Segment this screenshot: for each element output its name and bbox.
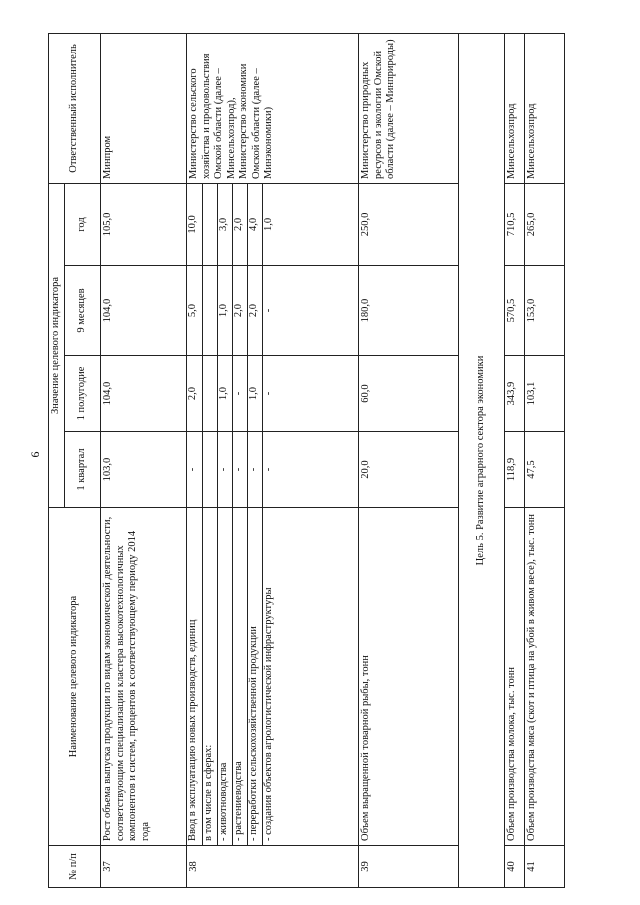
- page-number: 9: [28, 451, 43, 458]
- value-year: 2,0: [233, 183, 248, 265]
- value-year: 105,0: [101, 183, 187, 265]
- value-q1: -: [248, 432, 263, 508]
- value-m9: 2,0: [248, 266, 263, 356]
- row-number: 39: [359, 846, 459, 888]
- value-h1: [203, 356, 218, 432]
- value-h1: 60,0: [359, 356, 459, 432]
- responsible: Минпром: [101, 33, 187, 183]
- value-m9: 153,0: [525, 266, 565, 356]
- value-year: 1,0: [263, 183, 359, 265]
- responsible: Минсельхозпрод: [505, 33, 525, 183]
- responsible: Минсельхозпрод: [525, 33, 565, 183]
- indicator-name: в том числе в сферах:: [203, 508, 218, 846]
- value-m9: [203, 266, 218, 356]
- header-row-1: [49, 33, 65, 887]
- value-year: 10,0: [187, 183, 203, 265]
- value-h1: -: [263, 356, 359, 432]
- table-row: [359, 33, 459, 887]
- value-m9: 104,0: [101, 266, 187, 356]
- table-row: [101, 33, 187, 887]
- header-q1: 1 квартал: [65, 432, 101, 508]
- header-responsible: Ответственный исполнитель: [49, 33, 101, 183]
- value-m9: 570,5: [505, 266, 525, 356]
- value-year: 710,5: [505, 183, 525, 265]
- value-q1: [203, 432, 218, 508]
- value-year: [203, 183, 218, 265]
- value-m9: -: [263, 266, 359, 356]
- indicator-name: Объем производства мяса (скот и птица на убой в живом весе), тыс. тонн: [525, 508, 565, 846]
- row-number: 37: [101, 846, 187, 888]
- value-q1: -: [263, 432, 359, 508]
- header-value-group: Значение целевого индикатора: [49, 183, 65, 507]
- value-h1: 104,0: [101, 356, 187, 432]
- value-q1: 103,0: [101, 432, 187, 508]
- responsible: Министерство природных ресурсов и экологии Омской области (далее – Минприроды): [359, 33, 459, 183]
- value-h1: 1,0: [218, 356, 233, 432]
- header-h1: 1 полугодие: [65, 356, 101, 432]
- value-m9: 5,0: [187, 266, 203, 356]
- indicator-table: [48, 33, 565, 888]
- row-number: 41: [525, 846, 565, 888]
- indicator-name: - растениеводства: [233, 508, 248, 846]
- value-q1: -: [218, 432, 233, 508]
- indicator-name: - переработки сельскохозяйственной продукции: [248, 508, 263, 846]
- goal-row: [459, 33, 505, 887]
- value-q1: -: [233, 432, 248, 508]
- value-q1: 118,9: [505, 432, 525, 508]
- table-row: [505, 33, 525, 887]
- indicator-name: Ввод в эксплуатацию новых производств, единиц: [187, 508, 203, 846]
- value-q1: 20,0: [359, 432, 459, 508]
- value-h1: -: [233, 356, 248, 432]
- value-year: 3,0: [218, 183, 233, 265]
- indicator-name: - создания объектов агрологистической инфраструктуры: [263, 508, 359, 846]
- table-row: [525, 33, 565, 887]
- value-q1: 47,5: [525, 432, 565, 508]
- indicator-name: - животноводства: [218, 508, 233, 846]
- value-m9: 180,0: [359, 266, 459, 356]
- value-m9: 2,0: [233, 266, 248, 356]
- header-num: № п/п: [49, 846, 101, 888]
- value-h1: 2,0: [187, 356, 203, 432]
- rotated-document: [48, 34, 620, 888]
- indicator-name: Рост объема выпуска продукции по видам экономической деятельности, соответствующим специализации кластера высокотехнологичных компонентов и систем, процентов к соответствующему периоду 2014 года: [101, 508, 187, 846]
- row-number: 40: [505, 846, 525, 888]
- value-year: 250,0: [359, 183, 459, 265]
- goal-title: Цель 5. Развитие аграрного сектора экономики: [459, 33, 505, 887]
- value-h1: 1,0: [248, 356, 263, 432]
- table-row: [187, 33, 203, 887]
- indicator-name: Объем выращенной товарной рыбы, тонн: [359, 508, 459, 846]
- value-year: 265,0: [525, 183, 565, 265]
- header-m9: 9 месяцев: [65, 266, 101, 356]
- header-name: Наименование целевого индикатора: [49, 508, 101, 846]
- responsible: Министерство сельского хозяйства и продовольствия Омской области (далее – Минсельхозпрод), Министерство экономики Омской области (далее – Минэкономики): [187, 33, 359, 183]
- value-year: 4,0: [248, 183, 263, 265]
- value-h1: 103,1: [525, 356, 565, 432]
- value-m9: 1,0: [218, 266, 233, 356]
- value-h1: 343,9: [505, 356, 525, 432]
- header-year: год: [65, 183, 101, 265]
- value-q1: -: [187, 432, 203, 508]
- indicator-name: Объем производства молока, тыс. тонн: [505, 508, 525, 846]
- row-number: 38: [187, 846, 359, 888]
